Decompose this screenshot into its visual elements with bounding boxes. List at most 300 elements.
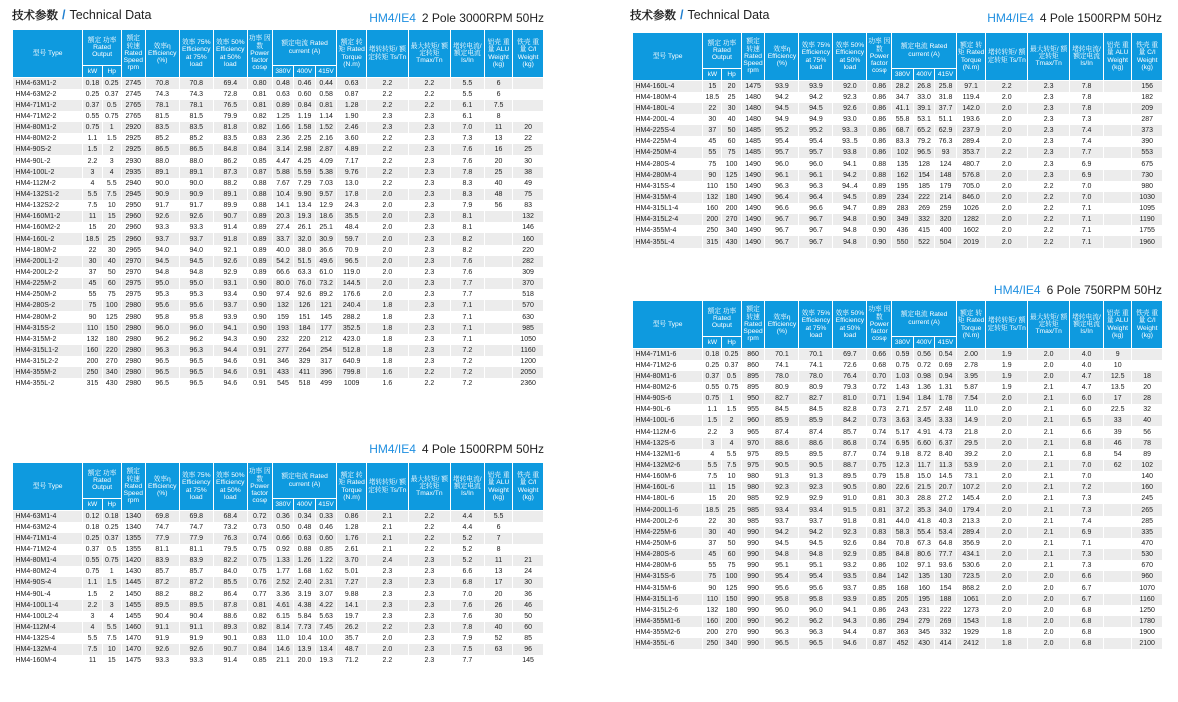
table-cell: 1.5 xyxy=(83,588,102,599)
table-cell: 209 xyxy=(1132,103,1163,114)
table-cell: 142 xyxy=(892,571,914,582)
table-cell: 975 xyxy=(741,449,765,460)
table-cell: 1.33 xyxy=(272,555,294,566)
table-cell: 28.8 xyxy=(913,493,935,504)
table-cell: 0.87 xyxy=(867,638,892,649)
table-cell: 179 xyxy=(935,181,957,192)
table-cell: 55 xyxy=(703,147,722,158)
table-cell: 340 xyxy=(102,367,121,378)
table-cell: 3.70 xyxy=(337,555,366,566)
table-cell: 76.0 xyxy=(294,278,316,289)
table-cell: 93.2 xyxy=(833,560,867,571)
cell-type: HM4-90S-6 xyxy=(633,393,703,404)
table-cell: 78.1 xyxy=(145,100,179,111)
table-cell: 2.0 xyxy=(986,170,1028,181)
cell-type: HM4-160M1-2 xyxy=(13,211,83,222)
table-cell: 30.3 xyxy=(892,493,914,504)
table-cell: 135 xyxy=(892,158,914,169)
header-ts-tn: 堵转转矩/ 额定转矩 Ts/Tn xyxy=(986,301,1028,349)
table-row xyxy=(13,233,544,244)
table-cell: 0.18 xyxy=(83,78,102,89)
table-cell: 92.0 xyxy=(833,81,867,92)
table-cell xyxy=(484,289,512,300)
table-cell: 96.2 xyxy=(179,334,213,345)
table-cell: 259 xyxy=(935,203,957,214)
table-cell: 0.44 xyxy=(315,78,337,89)
table-cell: 11 xyxy=(703,482,722,493)
table-cell: 20.0 xyxy=(294,655,316,666)
table-cell: 1929 xyxy=(956,627,985,638)
table-cell: 283 xyxy=(892,203,914,214)
table-cell: 2.1 xyxy=(1028,415,1070,426)
header-efficiency: 效率η Efficiency (%) xyxy=(765,301,799,349)
table-cell: 222 xyxy=(935,605,957,616)
table-cell: 96.3 xyxy=(765,627,799,638)
table-cell: 220 xyxy=(102,345,121,356)
table-cell: 93.9 xyxy=(833,594,867,605)
table-cell: 10 xyxy=(102,200,121,211)
table-cell: 975 xyxy=(741,460,765,471)
table-cell: 91.7 xyxy=(179,200,213,211)
table-cell: 90.5 xyxy=(833,482,867,493)
table-cell: 2.1 xyxy=(366,544,408,555)
table-cell: 0.54 xyxy=(935,349,957,360)
table-cell: 81.8 xyxy=(213,122,247,133)
table-cell: 125 xyxy=(722,582,741,593)
table-cell: 7.3 xyxy=(450,133,484,144)
table-row xyxy=(13,178,544,189)
table-cell: 6.15 xyxy=(272,611,294,622)
header-is-in: 堵转电流/ 额定电流 Is/In xyxy=(1070,301,1104,349)
header-type: 型号 Type xyxy=(633,33,703,81)
table-cell: 2.0 xyxy=(1028,582,1070,593)
table-cell: 0.74 xyxy=(867,426,892,437)
table-cell: 0.55 xyxy=(703,382,722,393)
table-cell: 89.5 xyxy=(833,471,867,482)
table-row xyxy=(633,181,1163,192)
table-cell: 78.0 xyxy=(765,371,799,382)
table-row xyxy=(633,438,1163,449)
table-cell: 74.7 xyxy=(145,522,179,533)
table-cell: 480.7 xyxy=(956,158,985,169)
table-cell: 10.0 xyxy=(315,633,337,644)
cell-type: HM4-225S-4 xyxy=(633,125,703,136)
table-cell: 73.2 xyxy=(315,278,337,289)
cell-type: HM4-180L-4 xyxy=(633,103,703,114)
table-cell xyxy=(1104,181,1132,192)
table-cell: 1.36 xyxy=(913,382,935,393)
table-cell: 7.6 xyxy=(450,155,484,166)
table-cell: 512.8 xyxy=(337,345,366,356)
table-cell: 2.0 xyxy=(366,633,408,644)
table-cell: 94.5 xyxy=(833,192,867,203)
table-heading-4pole-b xyxy=(987,11,1162,25)
table-cell: 96.7 xyxy=(799,214,833,225)
table-cell: 93.9 xyxy=(799,81,833,92)
table-row xyxy=(13,323,544,334)
table-cell: 94.1 xyxy=(833,158,867,169)
header-ts-tn: 堵转转矩/ 额定转矩 Ts/Tn xyxy=(366,30,408,78)
table-cell xyxy=(1104,516,1132,527)
table-cell: 11 xyxy=(83,655,102,666)
table-cell: 2975 xyxy=(121,289,145,300)
table-cell: 1.5 xyxy=(102,133,121,144)
table-cell: 30 xyxy=(722,103,741,114)
table-cell: 60 xyxy=(513,622,544,633)
model-label: HM4/IE4 xyxy=(993,283,1041,297)
table-cell: 77.9 xyxy=(145,533,179,544)
table-cell: 414 xyxy=(935,638,957,649)
table-cell: 2.52 xyxy=(272,577,294,588)
table-cell: 22 xyxy=(513,133,544,144)
table-cell: 0.73 xyxy=(247,522,272,533)
table-cell: 2.3 xyxy=(408,655,450,666)
table-cell: 59.7 xyxy=(337,233,366,244)
table-cell xyxy=(1104,103,1132,114)
table-cell: 93.7 xyxy=(765,516,799,527)
table-cell: 7.2 xyxy=(450,378,484,389)
table-cell: 17.8 xyxy=(337,189,366,200)
table-cell: 94.8 xyxy=(145,267,179,278)
header-efficiency-50: 效率 50% Efficiency at 50% load xyxy=(213,463,247,511)
table-cell: 2.0 xyxy=(986,158,1028,169)
cell-type: HM4-71M1-2 xyxy=(13,100,83,111)
table-cell: 3.63 xyxy=(892,415,914,426)
table-cell: 0.88 xyxy=(294,544,316,555)
table-cell: 91.4 xyxy=(213,222,247,233)
table-cell: 86.5 xyxy=(145,144,179,155)
table-cell: 93.8 xyxy=(833,147,867,158)
table-cell: 0.5 xyxy=(102,100,121,111)
header-ci-weight: 铁壳 重量 C/I Weight (kg) xyxy=(1132,301,1163,349)
table-cell: 195 xyxy=(913,594,935,605)
table-cell: 93.7 xyxy=(145,233,179,244)
table-cell: 1755 xyxy=(1132,225,1163,236)
table-cell: 1490 xyxy=(741,214,765,225)
table-cell: 95.1 xyxy=(765,560,799,571)
table-cell: 184 xyxy=(294,323,316,334)
table-cell: 5.17 xyxy=(892,426,914,437)
table-cell: 93.7 xyxy=(213,300,247,311)
table-cell: 95.8 xyxy=(765,594,799,605)
table-cell: 0.70 xyxy=(867,371,892,382)
table-cell: 92.9 xyxy=(799,493,833,504)
table-cell: 2980 xyxy=(121,311,145,322)
cell-type: HM4-315L1-6 xyxy=(633,594,703,605)
tech-table-4pole-b xyxy=(632,32,1163,248)
table-cell: 94.6 xyxy=(213,378,247,389)
table-cell: 2.3 xyxy=(408,178,450,189)
table-cell xyxy=(513,111,544,122)
table-cell: 0.89 xyxy=(867,181,892,192)
table-cell: 95.0 xyxy=(145,278,179,289)
table-cell: 269 xyxy=(913,203,935,214)
table-row xyxy=(633,449,1163,460)
table-cell: 245 xyxy=(1132,493,1163,504)
table-cell: 2.3 xyxy=(1028,81,1070,92)
table-cell: 70.1 xyxy=(765,349,799,360)
table-cell: 91.9 xyxy=(145,633,179,644)
spec-label: 4 Pole 1500RPM 50Hz xyxy=(1039,11,1162,25)
table-cell: 95.6 xyxy=(765,582,799,593)
table-row xyxy=(633,225,1163,236)
table-cell: 92.6 xyxy=(294,289,316,300)
table-cell: 0.72 xyxy=(913,360,935,371)
header-is-in: 堵转电流/ 额定电流 Is/In xyxy=(450,30,484,78)
table-cell: 80.0 xyxy=(272,278,294,289)
table-cell: 2.0 xyxy=(986,504,1028,515)
table-cell: 7.67 xyxy=(272,178,294,189)
table-cell: 0.46 xyxy=(294,78,316,89)
table-cell: 0.58 xyxy=(315,89,337,100)
table-cell: 7.73 xyxy=(294,622,316,633)
table-row xyxy=(13,189,544,200)
table-cell: 100 xyxy=(102,300,121,311)
table-cell xyxy=(513,100,544,111)
table-cell: 180 xyxy=(722,192,741,203)
table-cell: 0.79 xyxy=(867,471,892,482)
table-cell: 1.9 xyxy=(986,382,1028,393)
table-cell: 9.88 xyxy=(337,588,366,599)
table-cell: 2.3 xyxy=(408,233,450,244)
table-cell: 82.8 xyxy=(833,404,867,415)
table-cell: 11.7 xyxy=(913,460,935,471)
table-cell: 2.3 xyxy=(366,566,408,577)
table-cell: 119.0 xyxy=(337,267,366,278)
table-cell: 470 xyxy=(1132,538,1163,549)
table-cell: 91.4 xyxy=(213,655,247,666)
table-cell: 83.9 xyxy=(179,555,213,566)
table-row xyxy=(633,516,1163,527)
table-cell: 990 xyxy=(741,538,765,549)
table-cell: 4 xyxy=(722,438,741,449)
table-cell: 2.2 xyxy=(408,533,450,544)
table-cell: 96.3 xyxy=(799,181,833,192)
table-cell xyxy=(484,222,512,233)
table-cell: 2.0 xyxy=(986,471,1028,482)
table-cell: 93.7 xyxy=(833,582,867,593)
table-cell: 144.5 xyxy=(337,278,366,289)
table-cell: 95.0 xyxy=(179,278,213,289)
table-cell: 97.1 xyxy=(956,81,985,92)
table-cell: 7.27 xyxy=(337,577,366,588)
table-cell: 150 xyxy=(722,594,741,605)
cell-type: HM4-180M-2 xyxy=(13,245,83,256)
table-cell xyxy=(1104,504,1132,515)
table-cell: 2.3 xyxy=(408,222,450,233)
table-cell: 240.4 xyxy=(337,300,366,311)
table-cell: 1.68 xyxy=(294,566,316,577)
table-cell: 1340 xyxy=(121,511,145,522)
table-cell xyxy=(1104,594,1132,605)
table-cell: 411 xyxy=(294,367,316,378)
table-cell: 1602 xyxy=(956,225,985,236)
table-cell: 6.9 xyxy=(1070,158,1104,169)
table-cell: 37 xyxy=(703,538,722,549)
table-cell: 2.3 xyxy=(1028,136,1070,147)
table-cell: 2.0 xyxy=(986,538,1028,549)
table-cell: 91.1 xyxy=(145,622,179,633)
table-cell: 0.37 xyxy=(102,533,121,544)
table-cell: 2.2 xyxy=(366,100,408,111)
table-cell: 2.2 xyxy=(986,81,1028,92)
table-cell: 317 xyxy=(315,356,337,367)
table-cell: 1485 xyxy=(741,125,765,136)
table-cell: 80.6 xyxy=(913,549,935,560)
cell-type: HM4-71M2-6 xyxy=(633,360,703,371)
table-cell: 1.94 xyxy=(892,393,914,404)
table-cell: 3.36 xyxy=(272,588,294,599)
table-cell: 2.3 xyxy=(1028,103,1070,114)
table-cell: 86.2 xyxy=(213,155,247,166)
table-cell: 54.2 xyxy=(272,256,294,267)
table-cell: 102 xyxy=(1132,460,1163,471)
cell-type: HM4-160L-6 xyxy=(633,482,703,493)
table-cell: 1.26 xyxy=(294,555,316,566)
table-cell: 33.7 xyxy=(272,233,294,244)
table-cell: 0.89 xyxy=(247,267,272,278)
table-cell: 0.88 xyxy=(247,178,272,189)
table-heading-4pole-a xyxy=(369,442,544,456)
table-cell: 0.89 xyxy=(247,211,272,222)
cell-type: HM4-355M-4 xyxy=(633,225,703,236)
table-cell: 2.3 xyxy=(408,245,450,256)
table-cell: 94.0 xyxy=(179,245,213,256)
table-cell: 151 xyxy=(294,311,316,322)
table-cell: 102 xyxy=(892,560,914,571)
table-cell: 2.0 xyxy=(366,278,408,289)
table-cell: 0.25 xyxy=(703,360,722,371)
table-cell: 2.2 xyxy=(366,622,408,633)
table-cell: 2.2 xyxy=(366,133,408,144)
table-cell: 5.2 xyxy=(450,555,484,566)
table-cell: 340 xyxy=(722,638,741,649)
table-cell: 6.8 xyxy=(1070,438,1104,449)
table-cell: 2.0 xyxy=(986,594,1028,605)
table-cell: 2.0 xyxy=(366,245,408,256)
table-cell: 2925 xyxy=(121,133,145,144)
cell-type: HM4-90S-4 xyxy=(13,577,83,588)
table-cell: 0.75 xyxy=(102,555,121,566)
table-cell: 670 xyxy=(1132,560,1163,571)
table-cell: 0.89 xyxy=(247,222,272,233)
table-cell: 2765 xyxy=(121,111,145,122)
table-cell: 434.1 xyxy=(956,549,985,560)
title-en: Technical Data xyxy=(69,8,152,22)
table-cell: 11.0 xyxy=(272,633,294,644)
table-cell: 1.6 xyxy=(366,378,408,389)
table-cell: 990 xyxy=(741,560,765,571)
cell-type: HM4-315L2-4 xyxy=(633,214,703,225)
cell-type: HM4-160L-2 xyxy=(13,233,83,244)
table-cell: 0.55 xyxy=(83,555,102,566)
table-cell: 0.75 xyxy=(722,382,741,393)
table-cell: 1030 xyxy=(1132,192,1163,203)
table-cell: 12.3 xyxy=(892,460,914,471)
table-cell: 0.71 xyxy=(867,393,892,404)
table-cell: 52 xyxy=(484,633,512,644)
table-cell: 7.2 xyxy=(450,367,484,378)
table-cell: 95.3 xyxy=(145,289,179,300)
table-cell: 96.3 xyxy=(145,345,179,356)
table-cell: 2.78 xyxy=(956,360,985,371)
table-cell: 33.0 xyxy=(913,92,935,103)
table-cell: 88.2 xyxy=(179,588,213,599)
table-cell: 132 xyxy=(703,192,722,203)
table-cell: 0.89 xyxy=(247,245,272,256)
table-cell: 2100 xyxy=(1132,638,1163,649)
table-cell: 2.0 xyxy=(986,103,1028,114)
table-cell: 1.8 xyxy=(366,334,408,345)
table-cell: 499 xyxy=(315,378,337,389)
table-cell: 0.81 xyxy=(247,600,272,611)
table-cell: 518 xyxy=(294,378,316,389)
table-cell: 96.7 xyxy=(765,236,799,247)
table-cell: 370 xyxy=(513,278,544,289)
table-cell: 6 xyxy=(484,89,512,100)
table-cell: 146 xyxy=(513,222,544,233)
table-cell: 1.31 xyxy=(935,382,957,393)
table-cell: 85.7 xyxy=(833,426,867,437)
table-cell: 76.5 xyxy=(213,100,247,111)
header-efficiency-50: 效率 50% Efficiency at 50% load xyxy=(213,30,247,78)
table-cell: 2.0 xyxy=(1028,360,1070,371)
table-cell: 2980 xyxy=(121,367,145,378)
table-cell: 94.5 xyxy=(799,103,833,114)
table-cell: 95.1 xyxy=(799,560,833,571)
table-cell: 0.94 xyxy=(935,371,957,382)
table-cell: 36 xyxy=(513,588,544,599)
table-cell: 0.25 xyxy=(102,522,121,533)
table-cell: 1475 xyxy=(741,81,765,92)
table-cell: 4.7 xyxy=(1070,371,1104,382)
table-cell: 9.90 xyxy=(294,189,316,200)
table-row xyxy=(13,522,544,533)
table-cell: 70.8 xyxy=(179,78,213,89)
table-cell: 8.40 xyxy=(935,449,957,460)
table-cell: 17 xyxy=(1104,393,1132,404)
table-cell: 2.3 xyxy=(1028,170,1070,181)
table-cell: 75 xyxy=(722,147,741,158)
table-cell xyxy=(1104,214,1132,225)
table-cell: 7.03 xyxy=(315,178,337,189)
table-cell: 2960 xyxy=(121,222,145,233)
table-cell: 2.1 xyxy=(1028,560,1070,571)
table-cell: 33 xyxy=(1104,415,1132,426)
header-power-factor: 功率 因数 Power factor cosφ xyxy=(247,463,272,511)
table-row xyxy=(633,360,1163,371)
table-cell: 83.3 xyxy=(892,136,914,147)
table-cell: 0.88 xyxy=(867,158,892,169)
table-cell: 0.48 xyxy=(272,78,294,89)
table-cell: 91.9 xyxy=(179,633,213,644)
table-cell: 0.90 xyxy=(867,214,892,225)
table-row xyxy=(633,582,1163,593)
table-cell: 430 xyxy=(913,638,935,649)
table-cell: 88.7 xyxy=(833,460,867,471)
table-cell: 545 xyxy=(272,378,294,389)
table-cell: 0.63 xyxy=(294,533,316,544)
table-cell: 2.0 xyxy=(1028,638,1070,649)
table-cell: 860 xyxy=(741,349,765,360)
table-cell: 1450 xyxy=(121,588,145,599)
table-cell: 94.6 xyxy=(213,367,247,378)
table-cell: 205 xyxy=(892,594,914,605)
table-cell: 93.4 xyxy=(213,289,247,300)
table-row xyxy=(633,616,1163,627)
table-cell: 279 xyxy=(913,616,935,627)
table-cell: 1480 xyxy=(741,103,765,114)
